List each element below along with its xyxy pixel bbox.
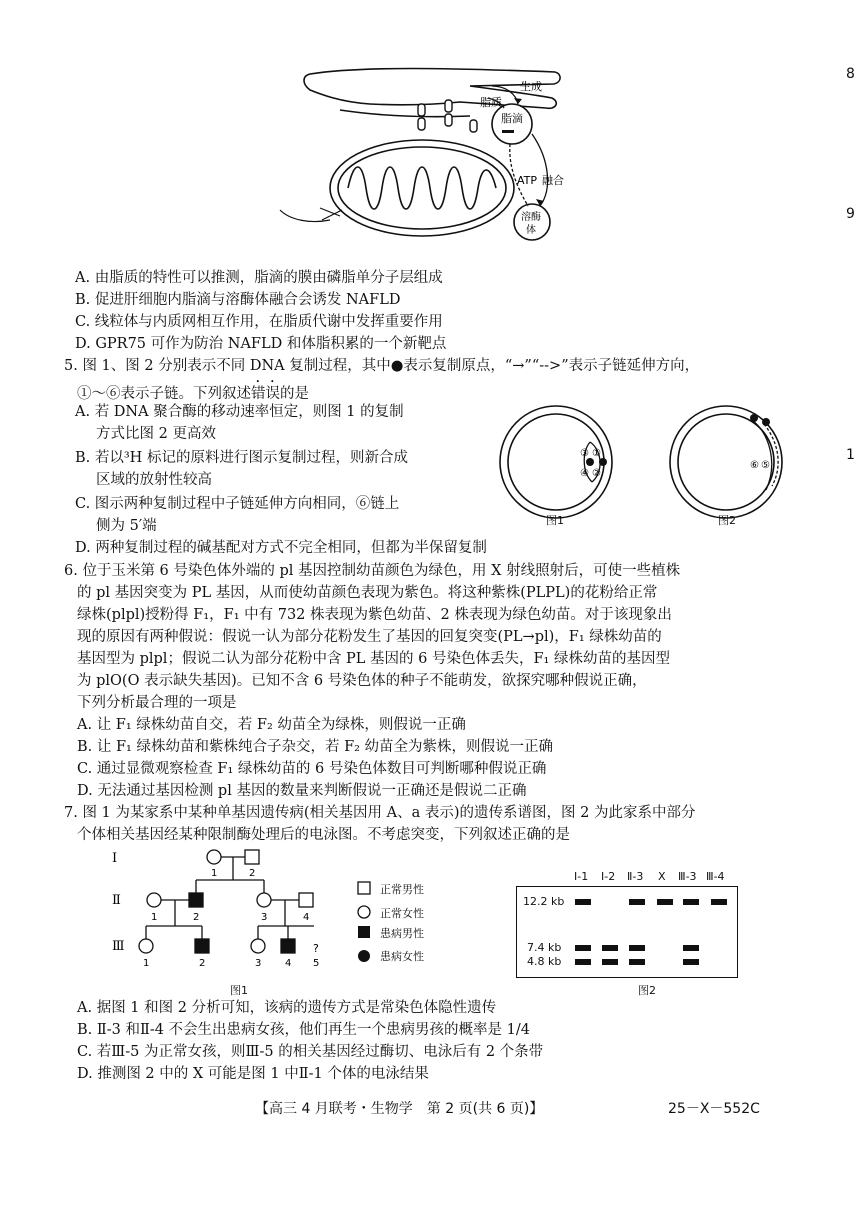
q5-option-b-1: B. 若以³H 标记的原料进行图示复制过程，则新合成 xyxy=(75,450,408,466)
dna-replication-figures xyxy=(494,404,824,534)
legend-normal-female xyxy=(358,906,370,918)
label-atp: ATP xyxy=(517,174,538,187)
label-zhidi: 脂滴 xyxy=(501,112,523,125)
fig1-mark: ③ xyxy=(580,448,589,459)
label-zhizhi: 脂质 xyxy=(480,96,502,109)
gel-band xyxy=(657,899,673,905)
individual-III4 xyxy=(281,939,295,953)
origin-dot xyxy=(762,418,770,426)
q6-option-b: B. 让 F₁ 绿株幼苗和紫株纯合子杂交，若 F₂ 幼苗全为紫株，则假说一正确 xyxy=(77,739,554,755)
gel-band xyxy=(683,945,699,951)
ind-number: 1 xyxy=(143,958,150,969)
q4-option-c: C. 线粒体与内质网相互作用，在脂质代谢中发挥重要作用 xyxy=(75,314,443,330)
ind-number: 4 xyxy=(285,958,292,969)
q6-stem-line: 绿株(plpl)授粉得 F₁，F₁ 中有 732 株表现为紫色幼苗、2 株表现为绿色幼苗。对于该现象出 xyxy=(77,607,672,623)
q5-option-b-2: 区域的放射性较高 xyxy=(96,472,212,488)
gen-label: Ⅲ xyxy=(112,939,125,954)
q5-fig2-caption: 图2 xyxy=(718,514,736,527)
q4-option-b: B. 促进肝细胞内脂滴与溶酶体融合会诱发 NAFLD xyxy=(75,292,401,308)
q6-stem-line: 6. 位于玉米第 6 号染色体外端的 pl 基因控制幼苗颜色为绿色，用 X 射线照射后，可使一些植株 xyxy=(64,563,681,579)
q7-option-c: C. 若Ⅲ-5 为正常女孩，则Ⅲ-5 的相关基因经过酶切、电泳后有 2 个条带 xyxy=(77,1044,544,1060)
fig2-mark: ⑥ xyxy=(750,460,759,471)
q5-stem-emphasis: 错误 xyxy=(251,386,280,402)
q6-option-c: C. 通过显微观察检查 F₁ 绿株幼苗的 6 号染色体数目可判断哪种假说正确 xyxy=(77,761,547,777)
gel-band xyxy=(683,899,699,905)
q5-option-c-1: C. 图示两种复制过程中子链延伸方向相同，⑥链上 xyxy=(75,496,400,512)
gel-size-label: 12.2 kb xyxy=(523,895,565,908)
label-ronghe: 融合 xyxy=(542,174,564,187)
gel-lane-label: Ⅲ-3 xyxy=(678,870,697,883)
gel-band xyxy=(602,959,618,965)
q7-stem-line1: 7. 图 1 为某家系中某种单基因遗传病(相关基因用 A、a 表示)的遗传系谱图，图 2 为此家系中部分 xyxy=(64,805,696,821)
q5-fig1-caption: 图1 xyxy=(546,514,564,527)
q6-option-d: D. 无法通过基因检测 pl 基因的数量来判断假说一正确还是假说二正确 xyxy=(77,783,527,799)
gel-lane-label: Ⅱ-3 xyxy=(627,870,644,883)
fig2-mark: ⑤ xyxy=(761,460,770,471)
fig1-mark: ① xyxy=(592,448,601,459)
legend-label: 患病女性 xyxy=(380,950,424,963)
q6-stem-line: 为 plO(O 表示缺失基因)。已知不含 6 号染色体的种子不能萌发，欲探究哪种假说正确， xyxy=(77,673,647,689)
q7-fig2-caption: 图2 xyxy=(638,984,656,997)
individual-III3 xyxy=(251,939,265,953)
ind-number: 1 xyxy=(151,912,158,923)
legend-affected-male xyxy=(358,926,370,938)
ind-number: 2 xyxy=(193,912,200,923)
pedigree-chart xyxy=(108,842,348,990)
q6-stem-line: 基因型为 plpl；假说二认为部分花粉中含 PL 基因的 6 号染色体丢失，F₁ 绿株幼苗的基因型 xyxy=(77,651,670,667)
q6-option-a: A. 让 F₁ 绿株幼苗自交，若 F₂ 幼苗全为绿株，则假说一正确 xyxy=(77,717,466,733)
q7-option-a: A. 据图 1 和图 2 分析可知，该病的遗传方式是常染色体隐性遗传 xyxy=(77,1000,497,1016)
q5-option-d: D. 两种复制过程的碱基配对方式不完全相同，但都为半保留复制 xyxy=(75,540,487,556)
legend-normal-male xyxy=(358,882,370,894)
cell-organelle-diagram xyxy=(270,60,590,250)
ind-number: 4 xyxy=(303,912,310,923)
individual-II1 xyxy=(147,893,161,907)
gen-label: Ⅱ xyxy=(112,893,121,908)
individual-I2 xyxy=(245,850,259,864)
ind-number: 1 xyxy=(211,868,218,879)
q5-option-a-1: A. 若 DNA 聚合酶的移动速率恒定，则图 1 的复制 xyxy=(75,404,404,420)
q4-option-d: D. GPR75 可作为防治 NAFLD 和体脂积累的一个新靶点 xyxy=(75,336,447,352)
gel-lane-label: Ⅲ-4 xyxy=(706,870,725,883)
gel-size-label: 4.8 kb xyxy=(527,955,562,968)
gel-lane-label: Ⅰ-1 xyxy=(574,870,589,883)
gel-lane-label: Ⅰ-2 xyxy=(601,870,616,883)
ind-number: 2 xyxy=(199,958,206,969)
origin-dot xyxy=(599,458,607,466)
gel-band xyxy=(629,945,645,951)
ind-number: 2 xyxy=(249,868,256,879)
gel-box xyxy=(516,886,738,978)
q7-fig1-caption: 图1 xyxy=(230,984,248,997)
label-rongmei: 溶酶 xyxy=(521,212,541,223)
gel-band xyxy=(683,959,699,965)
legend-label: 患病男性 xyxy=(380,927,424,940)
gel-band xyxy=(602,945,618,951)
legend-symbols xyxy=(356,880,374,970)
mitochondrion-shape xyxy=(330,140,514,236)
q5-stem-part-a: ①～⑥表示子链。下列叙述 xyxy=(77,386,251,402)
q5-stem-line2 xyxy=(77,378,309,404)
edge-number: 1 xyxy=(846,447,855,463)
gel-lane-label: X xyxy=(658,870,666,883)
individual-I1 xyxy=(207,850,221,864)
legend-affected-female xyxy=(358,950,370,962)
gel-band xyxy=(575,959,591,965)
legend-label: 正常男性 xyxy=(380,883,424,896)
gel-band xyxy=(575,899,591,905)
figure1-circle xyxy=(500,406,612,518)
individual-II2 xyxy=(189,893,203,907)
individual-III2 xyxy=(195,939,209,953)
origin-dot xyxy=(586,458,594,466)
gel-band xyxy=(629,899,645,905)
edge-number: 8 xyxy=(846,66,855,82)
q5-option-c-2: 侧为 5′端 xyxy=(96,518,157,534)
q6-stem-line: 的 pl 基因突变为 PL 基因，从而使幼苗颜色表现为紫色。将这种紫株(PLPL)的花粉给正常 xyxy=(77,585,658,601)
fig1-mark: ② xyxy=(592,468,601,479)
footer-code: 25－X－552C xyxy=(668,1101,760,1117)
q5-stem-line1: 5. 图 1、图 2 分别表示不同 DNA 复制过程，其中●表示复制原点，“→”“-->”表示子链延伸方向， xyxy=(64,358,700,374)
origin-dot xyxy=(750,414,758,422)
ind-number: 5 xyxy=(313,958,320,969)
gel-size-label: 7.4 kb xyxy=(527,941,562,954)
individual-II4 xyxy=(299,893,313,907)
label-ti: 体 xyxy=(526,225,536,236)
q7-option-b: B. Ⅱ-3 和Ⅱ-4 不会生出患病女孩，他们再生一个患病男孩的概率是 1/4 xyxy=(77,1022,530,1038)
ind-number: 3 xyxy=(255,958,262,969)
footer-title: 【高三 4 月联考・生物学 第 2 页(共 6 页)】 xyxy=(255,1101,544,1117)
gel-band xyxy=(575,945,591,951)
q5-option-a-2: 方式比图 2 更高效 xyxy=(96,426,216,442)
fig1-mark: ④ xyxy=(580,468,589,479)
edge-number: 9 xyxy=(846,206,855,222)
q7-option-d: D. 推测图 2 中的 X 可能是图 1 中Ⅱ-1 个体的电泳结果 xyxy=(77,1066,429,1082)
unknown-mark: ? xyxy=(313,942,319,955)
individual-III1 xyxy=(139,939,153,953)
q6-stem-line: 现的原因有两种假说：假说一认为部分花粉发生了基因的回复突变(PL→pl)，F₁ 绿株幼苗的 xyxy=(77,629,662,645)
legend-label: 正常女性 xyxy=(380,907,424,920)
gel-band xyxy=(711,899,727,905)
q6-stem-line: 下列分析最合理的一项是 xyxy=(77,695,237,711)
q4-option-a: A. 由脂质的特性可以推测，脂滴的膜由磷脂单分子层组成 xyxy=(75,270,443,286)
individual-II3 xyxy=(257,893,271,907)
q7-stem-line2: 个体相关基因经某种限制酶处理后的电泳图。不考虑突变，下列叙述正确的是 xyxy=(77,827,570,843)
gen-label: Ⅰ xyxy=(112,851,118,866)
ind-number: 3 xyxy=(261,912,268,923)
gel-band xyxy=(629,959,645,965)
label-shengcheng: 生成 xyxy=(520,80,542,93)
q5-stem-part-c: 的是 xyxy=(280,386,309,402)
